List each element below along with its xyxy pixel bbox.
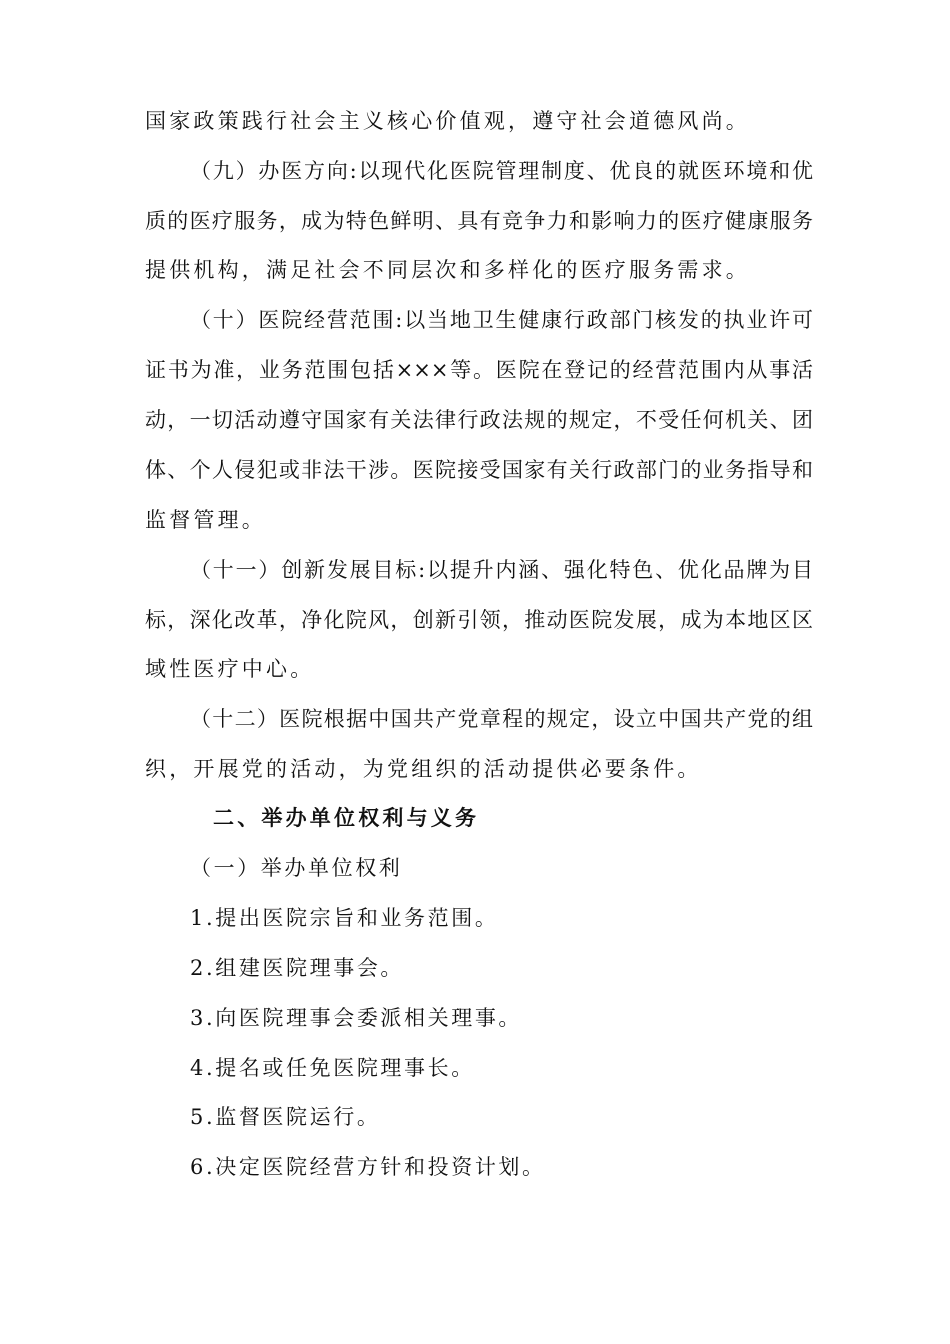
paragraph-line: （九）办医方向:以现代化医院管理制度、优良的就医环境和优 bbox=[190, 159, 813, 183]
list-item: 4.提名或任免医院理事长。 bbox=[190, 1056, 475, 1080]
list-item: 3.向医院理事会委派相关理事。 bbox=[190, 1006, 523, 1030]
paragraph-line: 动，一切活动遵守国家有关法律行政法规的规定，不受任何机关、团 bbox=[145, 408, 813, 432]
paragraph-line: 体、个人侵犯或非法干涉。医院接受国家有关行政部门的业务指导和 bbox=[145, 458, 813, 482]
list-item: 2.组建医院理事会。 bbox=[190, 956, 405, 980]
list-item: 1.提出医院宗旨和业务范围。 bbox=[190, 906, 499, 930]
paragraph-line: 提供机构，满足社会不同层次和多样化的医疗服务需求。 bbox=[145, 258, 750, 282]
paragraph-line: 标，深化改革，净化院风，创新引领，推动医院发展，成为本地区区 bbox=[145, 608, 813, 632]
paragraph-line: （十一）创新发展目标:以提升内涵、强化特色、优化品牌为目 bbox=[190, 558, 813, 582]
list-item: 5.监督医院运行。 bbox=[190, 1105, 381, 1129]
subsection-heading: （一）举办单位权利 bbox=[190, 856, 403, 880]
paragraph-line: 织，开展党的活动，为党组织的活动提供必要条件。 bbox=[145, 757, 702, 781]
paragraph-line: （十二）医院根据中国共产党章程的规定，设立中国共产党的组 bbox=[190, 707, 813, 731]
paragraph-line: （十）医院经营范围:以当地卫生健康行政部门核发的执业许可 bbox=[190, 308, 813, 332]
list-item: 6.决定医院经营方针和投资计划。 bbox=[190, 1155, 546, 1179]
paragraph-line: 监督管理。 bbox=[145, 508, 266, 532]
paragraph-line: 域性医疗中心。 bbox=[145, 657, 315, 681]
paragraph-line: 质的医疗服务，成为特色鲜明、具有竞争力和影响力的医疗健康服务 bbox=[145, 209, 813, 233]
paragraph-line: 证书为准，业务范围包括×××等。医院在登记的经营范围内从事活 bbox=[145, 358, 813, 382]
paragraph-line: 国家政策践行社会主义核心价值观，遵守社会道德风尚。 bbox=[145, 109, 750, 133]
section-heading: 二、举办单位权利与义务 bbox=[213, 805, 480, 830]
